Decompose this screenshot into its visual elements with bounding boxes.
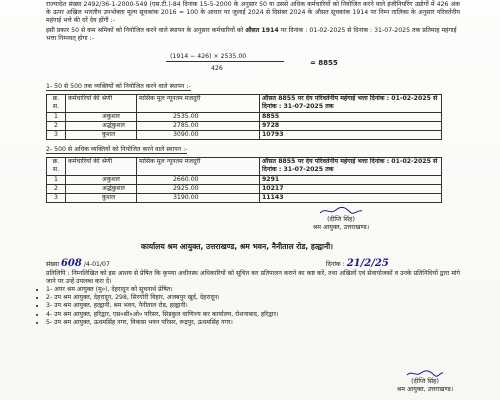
cell-category: अर्द्धकुशल — [66, 121, 137, 130]
signatory-name: (दीप्ति सिंह) — [327, 216, 355, 224]
formula-denominator: 426 — [211, 64, 223, 72]
cell-category: अकुशल — [66, 112, 137, 121]
cell-wage: 2535.00 — [137, 112, 260, 121]
handwritten-date: 21/2/25 — [346, 257, 389, 269]
cell-sno: 3 — [47, 194, 66, 203]
cell-da: 10217 — [260, 184, 442, 193]
table-50-to-500 — [46, 94, 442, 140]
intro-paragraph: राज्यादेश संख्या 2492/36-1-2000-549 (एस.टी.)-84 दिनांक 15-5-2000 के अनुसार 50 या उससे अधिक कर्मचारियों को नियोजित करने वाले इंजीनियरिंग उद्योगों में 426 अंक के ऊपर अखिल भारतीय उपभोक्ता मूल्य सूचकांक 2016 = 100 के आधार पर जुलाई 2024 से दिसंबर 2024 के औसत सूचकांक 1914 पर निम्न तालिका के अनुसार परिवर्तनीय महंगाई भत्ते की दरें देय होंगी :- — [46, 1, 460, 25]
cell-da: 9291 — [260, 175, 442, 184]
table-header-row — [47, 95, 442, 112]
second-paragraph-part-a: इसी प्रकार 50 से कम श्रमिकों को नियोजित करने वाले स्थापन के अनुसार कर्मचारियों को — [46, 26, 244, 34]
signatory-title: श्रम आयुक्त, उत्तराखण्ड। — [396, 386, 454, 394]
office-heading: कार्यालय श्रम आयुक्त, उत्तराखण्ड, श्रम भवन, नैनीताल रोड, हल्द्वानी। — [141, 241, 334, 251]
cell-sno: 1 — [47, 112, 66, 121]
table-row — [47, 175, 442, 184]
list-item: • 3- उप श्रम आयुक्त, हल्द्वानी, श्रम भवन, नैनीताल रोड, हल्द्वानी। — [46, 302, 460, 310]
cell-category: कुशल — [66, 194, 137, 203]
header-category: कर्मचारियों की श्रेणी — [66, 158, 137, 175]
cell-wage: 2785.00 — [137, 121, 260, 130]
section-1-heading: 1- 50 से 500 तक व्यक्तियों को नियोजित करने वाले स्थापन :- — [46, 82, 191, 90]
signature-mark-icon — [405, 369, 445, 378]
cell-category: कुशल — [66, 130, 137, 139]
table-row — [47, 112, 442, 121]
signatory-title: श्रम आयुक्त, उत्तराखण्ड। — [312, 224, 370, 232]
cell-da: 9728 — [260, 121, 442, 130]
reference-label: संख्या — [46, 260, 59, 268]
formula-numerator: (1914 − 426) × 2535.00 — [166, 53, 284, 62]
signatory-name: (दीप्ति सिंह) — [411, 378, 439, 385]
signature-block-1 — [301, 206, 381, 232]
formula-result: = 8855 — [310, 58, 338, 67]
cell-sno: 2 — [47, 184, 66, 193]
list-item: • 5- उप श्रम आयुक्त, ऊधमसिंह नगर, विकास भवन परिसर, रूद्रपुर, ऊधमसिंह नगर। — [46, 319, 460, 327]
cell-da: 8855 — [260, 112, 442, 121]
header-da: औसत 8855 पर देय परिवर्तनीय महंगाई भत्ता दिनांक : 01-02-2025 से दिनांक : 31-07-2025 तक — [260, 158, 442, 175]
header-wage: मासिक मूल न्यूनतम मजदूरी — [137, 158, 260, 175]
second-paragraph — [46, 27, 460, 43]
table-row — [47, 194, 442, 203]
cell-category: अर्द्धकुशल — [66, 184, 137, 193]
signature-block-2 — [390, 369, 460, 394]
list-item: • 1- अपर श्रम आयुक्त (मु०), देहरादून को सूचनार्थ प्रेषित। — [46, 286, 460, 294]
copy-to-list — [46, 286, 460, 327]
average-index-bold: औसत 1914 — [245, 26, 279, 34]
cell-sno: 2 — [47, 121, 66, 130]
da-formula — [166, 53, 460, 77]
header-sno: क्र. स. — [47, 95, 66, 112]
header-category: कर्मचारियों की श्रेणी — [66, 95, 137, 112]
header-wage: मासिक मूल न्यूनतम मजदूरी — [137, 95, 260, 112]
cell-da: 10793 — [260, 130, 442, 139]
cell-wage: 3190.00 — [137, 194, 260, 203]
table-above-500 — [46, 157, 442, 203]
cell-da: 11143 — [260, 194, 442, 203]
table-row — [47, 121, 442, 130]
section-2-heading: 2- 500 से अधिक व्यक्तियों को नियोजित करने वाले स्थापन :- — [46, 146, 188, 154]
cell-sno: 1 — [47, 175, 66, 184]
reference-line — [46, 257, 460, 269]
list-item: • 2- उप श्रम आयुक्त, देहरादून, 298, सिरगोरी विहार, अजबपुर खुर्द, देहरादून। — [46, 294, 460, 302]
signature-mark-icon — [318, 206, 364, 216]
list-item: • 4- उप श्रम आयुक्त, हरिद्वार, एस०सी०ओ० परिसर, सिडकुल वाणिज्य कर कार्यालय, रोशनाबाद, हरिद्वार। — [46, 311, 460, 319]
table-row — [47, 130, 442, 139]
table-header-row — [47, 158, 442, 175]
copy-to-intro: प्रतिलिपि : निम्नलिखित को इस आशय से प्रेषित कि कृपया अधीनस्थ अधिकारियों को सूचित कर प्रतिपालन कराने का कष्ट करें, तथा अखिलों एवं सेवायोजकों व उनके प्रतिनिधियों द्वारा मांगे जाने पर उन्हें उपलब्ध करा दें। — [46, 269, 460, 285]
reference-date — [326, 257, 389, 270]
handwritten-reference-no: 608 — [60, 257, 82, 269]
reference-suffix: /4-01/07 — [83, 260, 110, 268]
table-row — [47, 184, 442, 193]
cell-category: अकुशल — [66, 175, 137, 184]
header-da: औसत 8855 पर देय परिवर्तनीय महंगाई भत्ता दिनांक : 01-02-2025 से दिनांक : 31-07-2025 तक — [260, 95, 442, 112]
date-label: दिनांक : — [326, 260, 345, 268]
cell-wage: 3090.00 — [137, 130, 260, 139]
second-paragraph-part-b: पर दिनांक : 01-02-2025 से दिनांक : 31-07-2025 तक प्रतिमाह महंगाई भत्ता निम्नवत् होगा :- — [46, 26, 457, 42]
header-sno: क्र. स. — [47, 158, 66, 175]
cell-wage: 2925.00 — [137, 184, 260, 193]
cell-sno: 3 — [47, 130, 66, 139]
cell-wage: 2660.00 — [137, 175, 260, 184]
